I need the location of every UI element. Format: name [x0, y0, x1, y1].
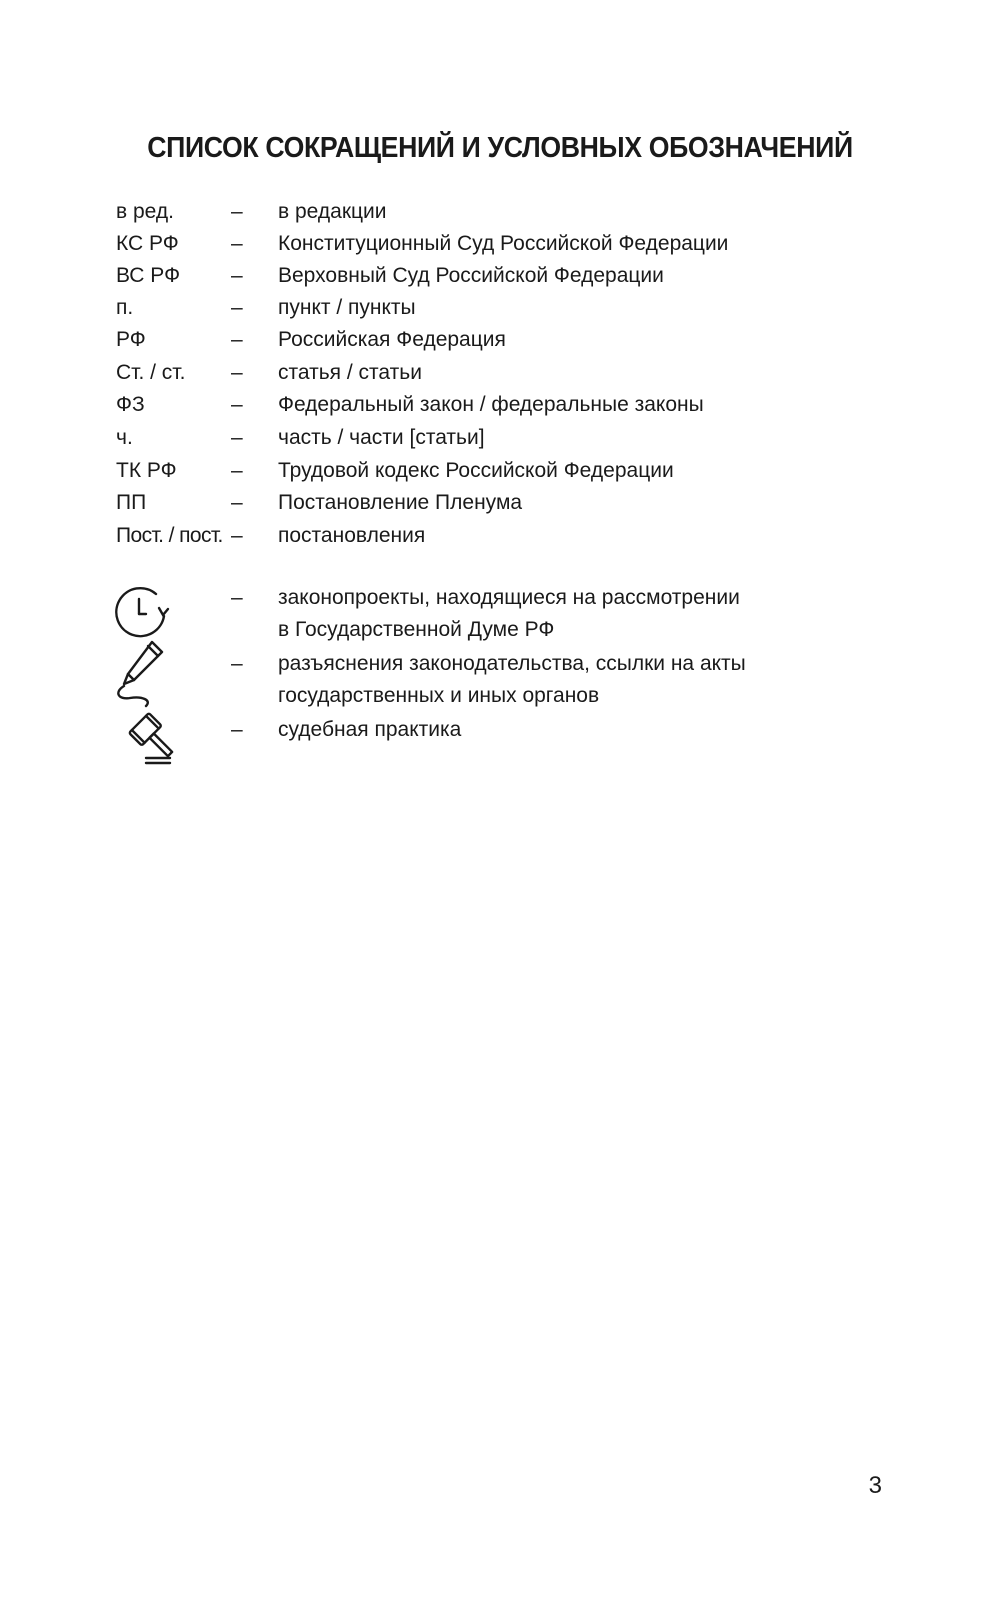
- dash: –: [231, 328, 243, 351]
- abbreviation: ВС РФ: [116, 264, 181, 287]
- dash: –: [231, 459, 243, 482]
- abbreviation: Пост. / пост.: [116, 524, 223, 547]
- page-number: 3: [868, 1472, 882, 1499]
- abbreviation: РФ: [116, 328, 146, 351]
- dash: –: [231, 652, 243, 675]
- meaning-line: судебная практика: [278, 718, 462, 741]
- dash: –: [231, 232, 243, 255]
- meaning: постановления: [278, 524, 426, 547]
- abbreviation: в ред.: [116, 200, 174, 223]
- dash: –: [231, 296, 243, 319]
- meaning: [278, 714, 838, 746]
- meaning: Трудовой кодекс Российской Федерации: [278, 459, 674, 482]
- abbreviation: п.: [116, 296, 134, 319]
- meaning: Конституционный Суд Российской Федерации: [278, 232, 729, 255]
- meaning: Российская Федерация: [278, 328, 506, 351]
- meaning: Федеральный закон / федеральные законы: [278, 393, 704, 416]
- meaning-line: в Государственной Думе РФ: [278, 618, 555, 641]
- dash: –: [231, 491, 243, 514]
- dash: –: [231, 718, 243, 741]
- abbreviation: ФЗ: [116, 393, 145, 416]
- meaning-line: законопроекты, находящиеся на рассмотрении: [278, 586, 740, 609]
- gavel-icon: [112, 708, 176, 776]
- meaning-line: разъяснения законодательства, ссылки на акты: [278, 652, 746, 675]
- meaning: статья / статьи: [278, 361, 422, 384]
- meaning: Верховный Суд Российской Федерации: [278, 264, 664, 287]
- dash: –: [231, 426, 243, 449]
- dash: –: [231, 524, 243, 547]
- meaning: пункт / пункты: [278, 296, 416, 319]
- dash: –: [231, 586, 243, 609]
- dash: –: [231, 393, 243, 416]
- dash: –: [231, 264, 243, 287]
- abbreviation: Ст. / ст.: [116, 361, 186, 384]
- meaning: в редакции: [278, 200, 387, 223]
- abbreviation: КС РФ: [116, 232, 179, 255]
- abbreviation: ч.: [116, 426, 133, 449]
- meaning: [278, 582, 838, 646]
- meaning-line: государственных и иных органов: [278, 684, 600, 707]
- meaning: Постановление Пленума: [278, 491, 523, 514]
- abbreviation: ТК РФ: [116, 459, 177, 482]
- meaning: [278, 648, 838, 712]
- abbreviation: ПП: [116, 491, 147, 514]
- page-title: СПИСОК СОКРАЩЕНИЙ И УСЛОВНЫХ ОБОЗНАЧЕНИЙ: [147, 132, 853, 164]
- meaning: часть / части [статьи]: [278, 426, 485, 449]
- dash: –: [231, 200, 243, 223]
- dash: –: [231, 361, 243, 384]
